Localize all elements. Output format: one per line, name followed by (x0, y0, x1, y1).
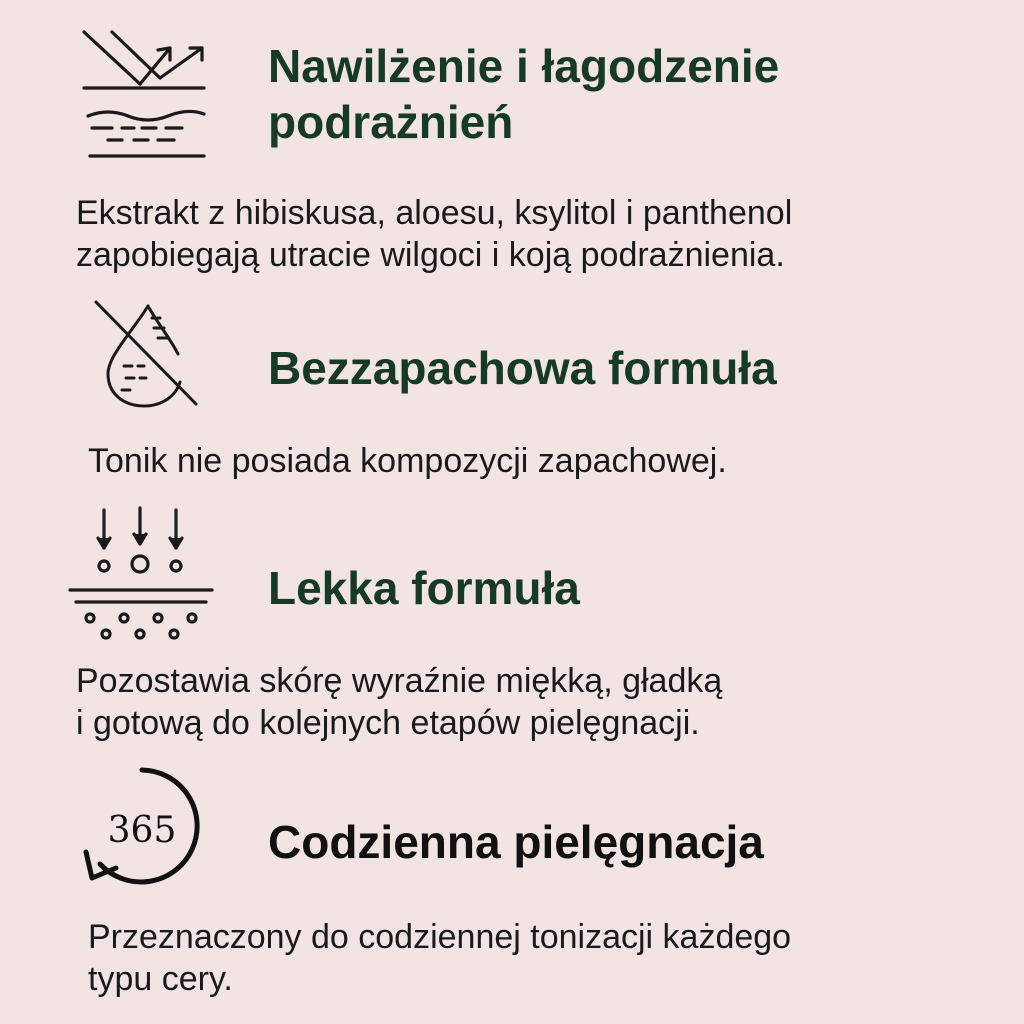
feature-title-line: Bezzapachowa formuła (268, 342, 777, 394)
feature-description-line: Ekstrakt z hibiskusa, aloesu, ksylitol i panthenol (76, 194, 793, 232)
feature-description-line: i gotową do kolejnych etapów pielęgnacji. (76, 704, 700, 742)
feature-description-light-formula (76, 660, 722, 744)
feature-description-line: Pozostawia skórę wyraźnie miękką, gładką (76, 662, 723, 700)
icon-365-label: 365 (107, 810, 177, 851)
feature-description-fragrance-free (88, 440, 727, 482)
fragrance-free-drop-icon (92, 298, 202, 410)
feature-description-line: typu cery. (88, 960, 233, 998)
feature-title-moisturizing (268, 38, 779, 150)
daily-365-cycle-icon (78, 764, 208, 888)
feature-title-line: Codzienna pielęgnacja (268, 816, 764, 868)
feature-title-fragrance-free (268, 340, 777, 396)
feature-title-line: Nawilżenie i łagodzenie (268, 40, 780, 92)
light-absorption-icon (66, 506, 216, 646)
feature-title-daily-care (268, 814, 764, 870)
feature-description-line: Przeznaczony do codziennej tonizacji każdego (88, 918, 792, 956)
feature-description-moisturizing (76, 192, 792, 276)
feature-title-line: podrażnień (268, 96, 514, 148)
feature-title-light-formula (268, 560, 580, 616)
feature-description-line: Tonik nie posiada kompozycji zapachowej. (88, 442, 727, 480)
moisture-barrier-icon (78, 28, 213, 163)
feature-title-line: Lekka formuła (268, 562, 580, 614)
feature-description-line: zapobiegają utracie wilgoci i koją podrażnienia. (76, 236, 785, 274)
feature-description-daily-care (88, 916, 791, 1000)
